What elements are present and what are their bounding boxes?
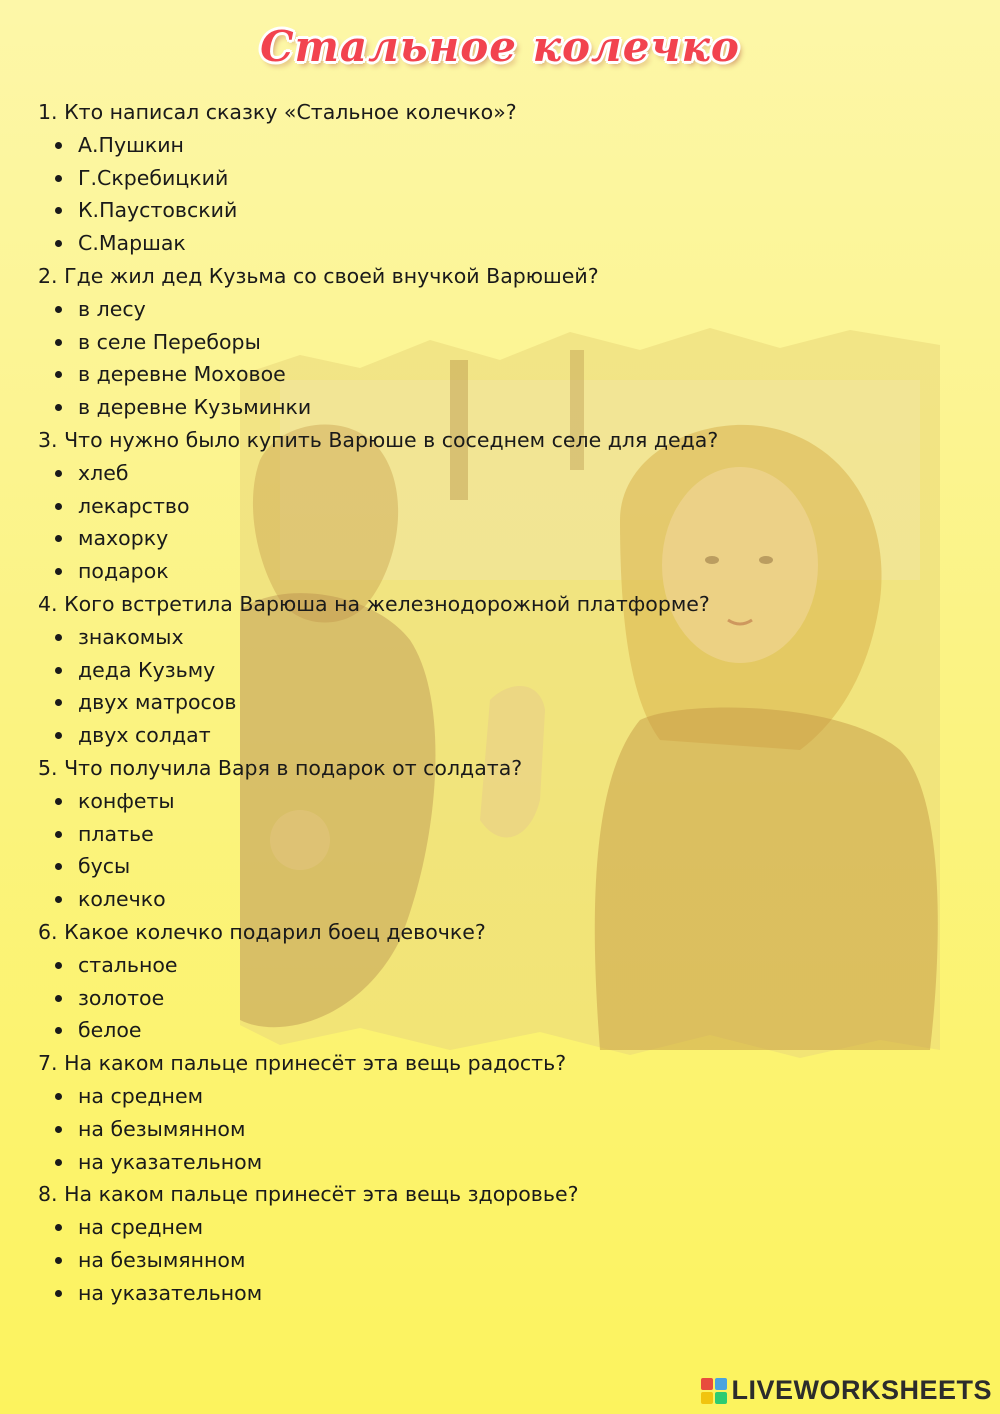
answer-option-label: золотое [78,985,165,1010]
answer-option-label: конфеты [78,788,175,813]
bullet-icon [55,1027,62,1034]
answer-option-label: двух солдат [78,723,211,748]
answer-option-label: бусы [78,854,131,879]
answer-option[interactable] [38,1113,938,1146]
question-3: 3. Что нужно было купить Варюше в соседнем селе для деда? [38,427,719,452]
question-5: 5. Что получила Варя в подарок от солдата? [38,755,523,780]
answer-option[interactable] [38,1211,938,1244]
bullet-icon [55,1159,62,1166]
bullet-icon [55,1093,62,1100]
bullet-icon [55,798,62,805]
answer-option[interactable] [38,982,938,1015]
answer-option[interactable] [38,293,938,326]
answer-option-label: в селе Переборы [78,329,261,354]
answer-option-label: колечко [78,887,166,912]
bullet-icon [55,142,62,149]
answer-option[interactable] [38,949,938,982]
quiz-list [38,96,938,1309]
bullet-icon [55,831,62,838]
worksheet-title: Стальное колечко [260,22,740,71]
answer-option[interactable] [38,391,938,424]
bullet-icon [55,1224,62,1231]
answer-option-label: на указательном [78,1149,263,1174]
answer-option[interactable] [38,1014,938,1047]
question-1: 1. Кто написал сказку «Стальное колечко»? [38,100,517,124]
answer-option-label: К.Паустовский [78,198,238,223]
bullet-icon [55,568,62,575]
bullet-icon [55,863,62,870]
question-4: 4. Кого встретила Варюша на железнодорожной платформе? [38,591,710,616]
answer-option[interactable] [38,457,938,490]
answer-option[interactable] [38,522,938,555]
bullet-icon [55,1126,62,1133]
brand-footer [701,1375,992,1406]
bullet-icon [55,175,62,182]
answer-option[interactable] [38,129,938,162]
bullet-icon [55,1290,62,1297]
bullet-icon [55,371,62,378]
answer-option[interactable] [38,1146,938,1179]
answer-option-label: подарок [78,559,169,584]
bullet-icon [55,207,62,214]
answer-option-label: хлеб [78,460,129,485]
answer-option-label: двух матросов [78,690,237,715]
answer-option-label: С.Маршак [78,231,186,256]
answer-option-label: на указательном [78,1280,263,1305]
answer-option-label: в деревне Кузьминки [78,395,312,420]
bullet-icon [55,962,62,969]
answer-option[interactable] [38,194,938,227]
answer-option-label: в деревне Моховое [78,362,286,387]
answer-option[interactable] [38,326,938,359]
answer-option-label: на среднем [78,1215,204,1240]
answer-option[interactable] [38,785,938,818]
bullet-icon [55,732,62,739]
answer-option-label: лекарство [78,493,190,518]
answer-option[interactable] [38,358,938,391]
bullet-icon [55,404,62,411]
question-7: 7. На каком пальце принесёт эта вещь радость? [38,1051,567,1076]
answer-option[interactable] [38,555,938,588]
bullet-icon [55,667,62,674]
bullet-icon [55,1257,62,1264]
answer-option[interactable] [38,227,938,260]
answer-option[interactable] [38,1244,938,1277]
bullet-icon [55,995,62,1002]
bullet-icon [55,535,62,542]
answer-option[interactable] [38,1277,938,1310]
answer-option-label: знакомых [78,624,184,649]
bullet-icon [55,470,62,477]
answer-option-label: А.Пушкин [78,132,184,157]
answer-option-label: белое [78,1018,142,1043]
answer-option[interactable] [38,850,938,883]
answer-option[interactable] [38,883,938,916]
question-8: 8. На каком пальце принесёт эта вещь здоровье? [38,1182,579,1207]
answer-option[interactable] [38,621,938,654]
answer-option-label: махорку [78,526,169,551]
answer-option-label: Г.Скребицкий [78,165,229,190]
liveworksheets-logo-icon [701,1378,727,1404]
bullet-icon [55,503,62,510]
brand-name: LIVEWORKSHEETS [731,1375,992,1405]
answer-option[interactable] [38,686,938,719]
answer-option-label: на среднем [78,1083,204,1108]
bullet-icon [55,306,62,313]
answer-option-label: платье [78,821,154,846]
answer-option[interactable] [38,162,938,195]
answer-option[interactable] [38,818,938,851]
bullet-icon [55,339,62,346]
bullet-icon [55,240,62,247]
question-2: 2. Где жил дед Кузьма со своей внучкой Варюшей? [38,263,599,288]
bullet-icon [55,896,62,903]
question-6: 6. Какое колечко подарил боец девочке? [38,919,486,944]
answer-option[interactable] [38,719,938,752]
answer-option[interactable] [38,1080,938,1113]
bullet-icon [55,699,62,706]
answer-option-label: в лесу [78,296,146,321]
answer-option-label: на безымянном [78,1116,246,1141]
answer-option-label: стальное [78,952,178,977]
answer-option[interactable] [38,490,938,523]
bullet-icon [55,634,62,641]
answer-option-label: на безымянном [78,1247,246,1272]
answer-option[interactable] [38,654,938,687]
answer-option-label: деда Кузьму [78,657,216,682]
